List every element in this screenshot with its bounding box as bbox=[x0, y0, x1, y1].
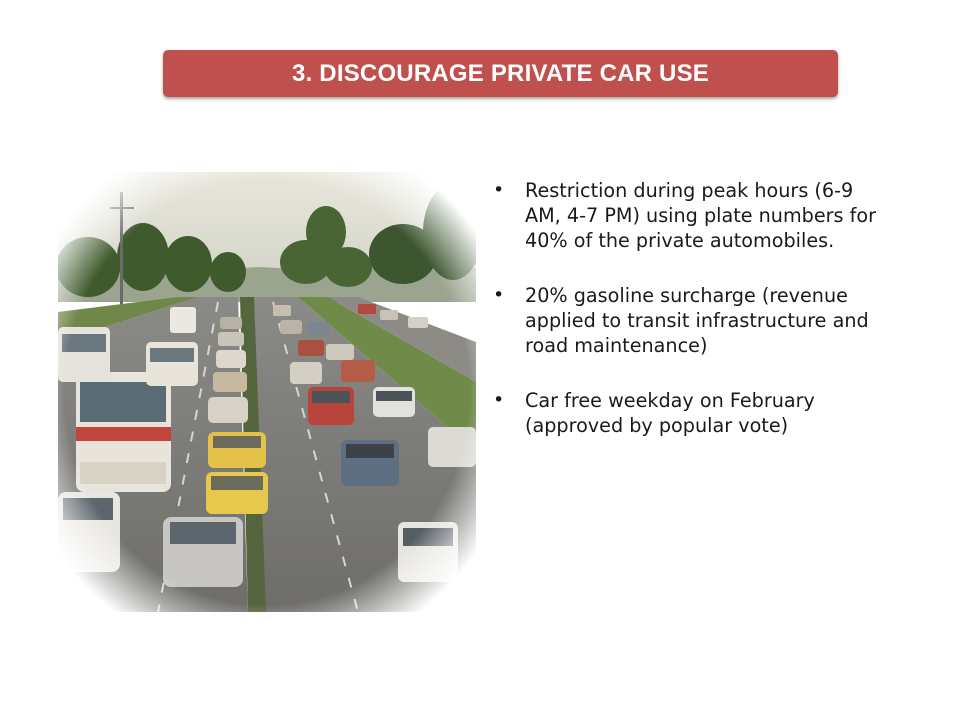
bullet-text: Car free weekday on February (approved by popular vote) bbox=[525, 389, 815, 437]
bullet-marker: • bbox=[493, 284, 505, 306]
bullet-item bbox=[490, 283, 890, 358]
bullet-marker: • bbox=[493, 179, 505, 201]
slide-title-bar bbox=[163, 50, 838, 97]
traffic-photo bbox=[58, 172, 476, 612]
bullet-item bbox=[490, 178, 890, 253]
bullet-item bbox=[490, 388, 890, 438]
slide-title: 3. DISCOURAGE PRIVATE CAR USE bbox=[292, 59, 709, 87]
bullet-text: Restriction during peak hours (6-9 AM, 4-7 PM) using plate numbers for 40% of the private automobiles. bbox=[525, 179, 877, 252]
bullet-marker: • bbox=[493, 389, 505, 411]
bullet-text: 20% gasoline surcharge (revenue applied to transit infrastructure and road maintenance) bbox=[525, 284, 869, 357]
bullet-list bbox=[490, 178, 890, 468]
